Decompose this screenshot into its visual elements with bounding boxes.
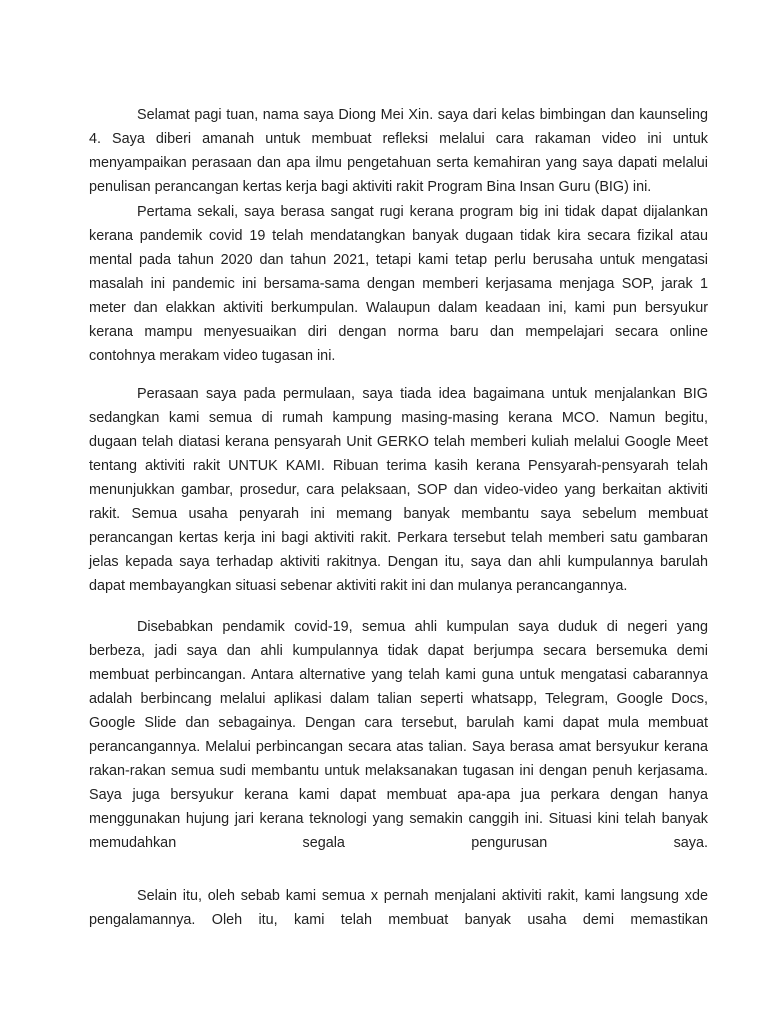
- paragraph-line: Pertama sekali, saya berasa sangat rugi kerana program big ini tidak dapat dijalankan: [137, 204, 708, 220]
- paragraph-line: menyampaikan perasaan dan apa ilmu pengetahuan serta kemahiran yang saya dapati melalui: [89, 155, 708, 171]
- paragraph-introduction: [89, 103, 708, 199]
- paragraph-line: Saya juga bersyukur kerana kami dapat membuat apa-apa jua perkara dengan hanya: [89, 787, 708, 803]
- paragraph-line: sedangkan kami semua di rumah kampung masing-masing kerana MCO. Namun begitu,: [89, 410, 708, 426]
- paragraph-line: contohnya merakam video tugasan ini.: [89, 348, 336, 364]
- paragraph-line: adalah berbincang melalui aplikasi dalam talian seperti whatsapp, Telegram, Google Docs,: [89, 691, 708, 707]
- paragraph-first-point: [89, 200, 708, 368]
- paragraph-line: masalah ini pandemic ini bersama-sama dengan memberi kerjasama menjaga SOP, jarak 1: [89, 276, 708, 292]
- paragraph-line: menunjukkan gambar, prosedur, cara pelaksaan, SOP dan video-video yang berkaitan aktiviti: [89, 482, 708, 498]
- paragraph-line: rakit. Semua usaha penyarah ini memang banyak membantu saya sebelum membuat: [89, 506, 708, 522]
- paragraph-line: mental pada tahun 2020 dan tahun 2021, tetapi kami tetap perlu berusaha untuk mengatasi: [89, 252, 708, 268]
- paragraph-line: Selamat pagi tuan, nama saya Diong Mei Xin. saya dari kelas bimbingan dan kaunseling: [137, 107, 708, 123]
- paragraph-line: jelas kepada saya terhadap aktiviti rakitnya. Dengan itu, saya dan ahli kumpulannya barulah: [89, 554, 708, 570]
- paragraph-line: dapat membayangkan situasi sebenar aktiviti rakit ini dan mulanya perancangannya.: [89, 578, 628, 594]
- paragraph-line: meter dan elakkan aktiviti berkumpulan. Walaupun dalam keadaan ini, kami pun bersyukur: [89, 300, 708, 316]
- paragraph-line: penulisan perancangan kertas kerja bagi aktiviti rakit Program Bina Insan Guru (BIG) ini.: [89, 179, 652, 195]
- paragraph-line: memudahkan segala pengurusan saya.: [89, 835, 708, 851]
- paragraph-line: perancangan kertas kerja ini bagi aktiviti rakit. Perkara tersebut telah memberi satu gambaran: [89, 530, 708, 546]
- paragraph-line: menggunakan hujung jari kerana teknologi yang semakin canggih ini. Situasi kini telah banyak: [89, 811, 708, 827]
- paragraph-initial-feelings: [89, 382, 708, 598]
- paragraph-line: dugaan telah diatasi kerana pensyarah Unit GERKO telah memberi kuliah melalui Google Meet: [89, 434, 708, 450]
- paragraph-line: Google Slide dan sebagainya. Dengan cara tersebut, barulah kami dapat mula membuat: [89, 715, 708, 731]
- paragraph-line: kerana pandemik covid 19 telah mendatangkan banyak dugaan tidak kira secara fizikal atau: [89, 228, 708, 244]
- paragraph-line: Selain itu, oleh sebab kami semua x pernah menjalani aktiviti rakit, kami langsung xde: [137, 888, 708, 904]
- paragraph-line: tentang aktiviti rakit UNTUK KAMI. Ribuan terima kasih kerana Pensyarah-pensyarah telah: [89, 458, 708, 474]
- paragraph-line: perancangannya. Melalui perbincangan secara atas talian. Saya berasa amat bersyukur kerana: [89, 739, 708, 755]
- paragraph-line: Perasaan saya pada permulaan, saya tiada idea bagaimana untuk menjalankan BIG: [137, 386, 708, 402]
- paragraph-pandemic-challenges: [89, 615, 708, 855]
- paragraph-line: 4. Saya diberi amanah untuk membuat refleksi melalui cara rakaman video ini untuk: [89, 131, 708, 147]
- paragraph-line: rakan-rakan semua sudi membantu untuk melaksanakan tugasan ini dengan penuh kerjasama.: [89, 763, 708, 779]
- paragraph-line: pengalamannya. Oleh itu, kami telah membuat banyak usaha demi memastikan: [89, 912, 708, 928]
- paragraph-line: berbeza, jadi saya dan ahli kumpulannya tidak dapat berjumpa secara bersemuka demi: [89, 643, 708, 659]
- paragraph-line: membuat perbincangan. Antara alternative yang telah kami guna untuk mengatasi cabarannya: [89, 667, 708, 683]
- paragraph-line: kerana mampu menyesuaikan diri dengan norma baru dan mempelajari secara online: [89, 324, 708, 340]
- paragraph-experience: [89, 884, 708, 932]
- paragraph-line: Disebabkan pendamik covid-19, semua ahli kumpulan saya duduk di negeri yang: [137, 619, 708, 635]
